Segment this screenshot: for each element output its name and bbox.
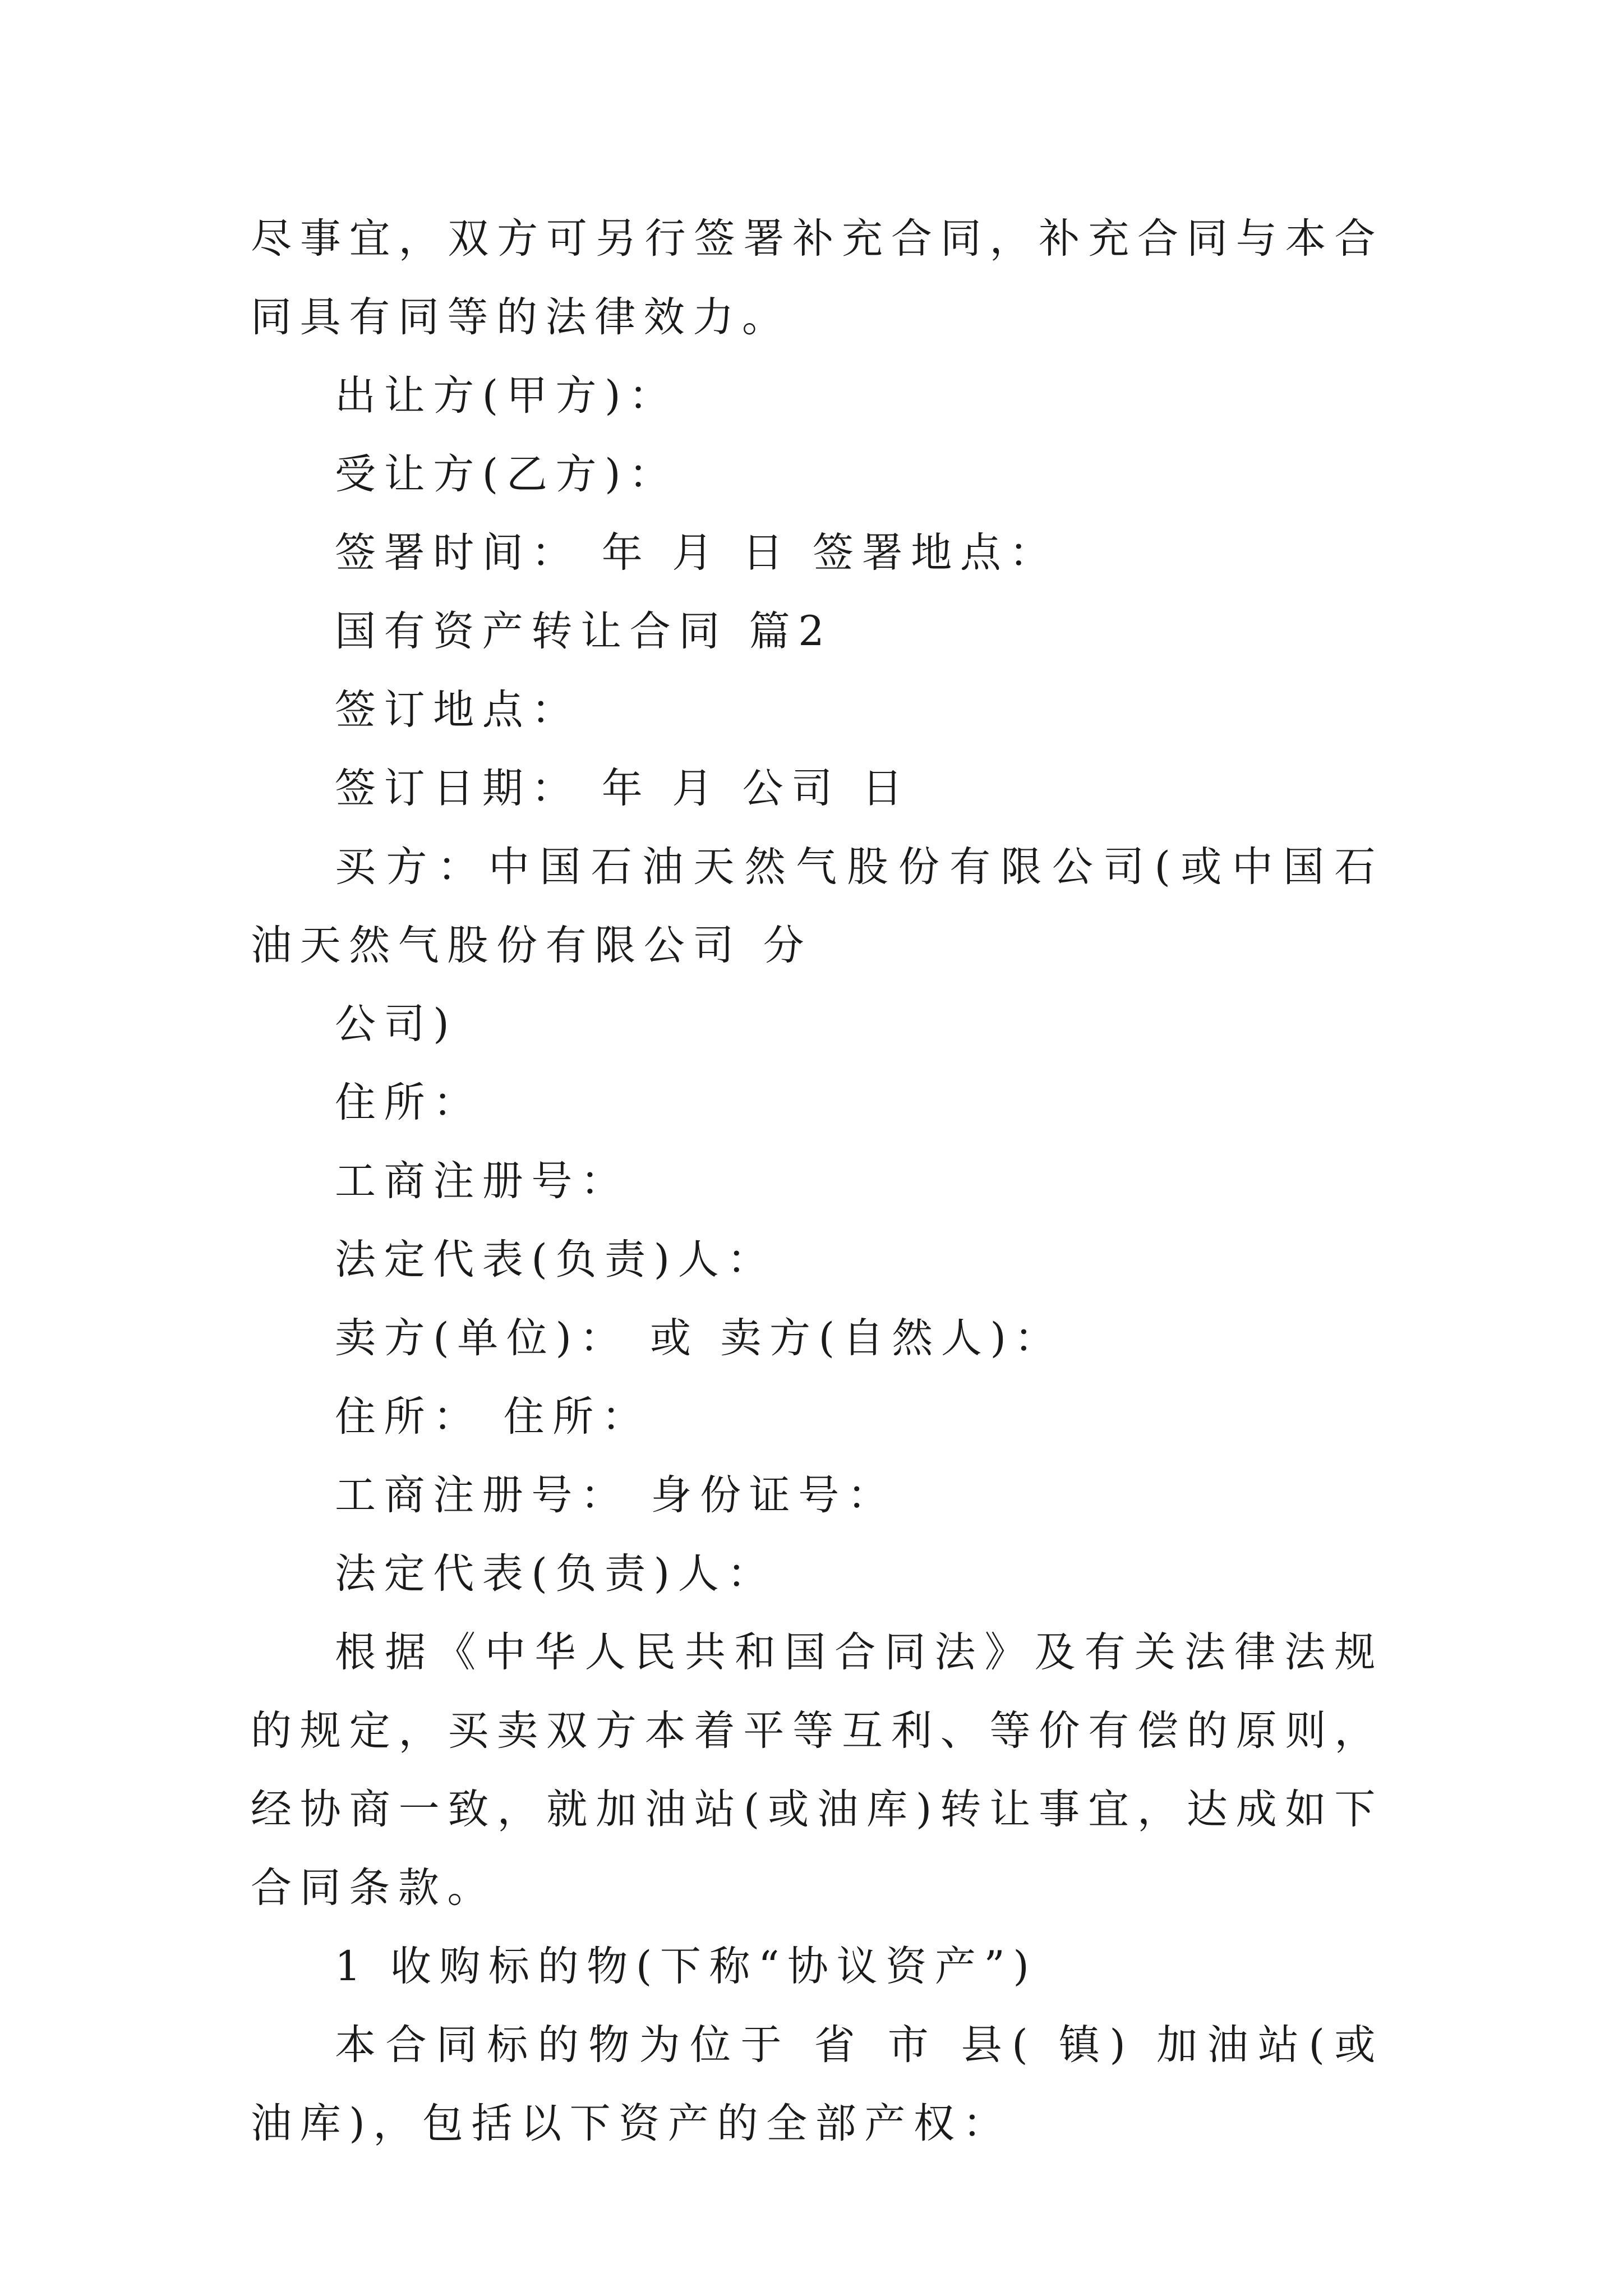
preamble-paragraph: 根据《中华人民共和国合同法》及有关法律法规的规定，买卖双方本着平等互利、等价有偿的原则，经协商一致，就加油站(或油库)转让事宜，达成如下合同条款。 [251, 1628, 1384, 1912]
buyer-registration-line: 工商注册号： [335, 1157, 630, 1205]
signing-date-line: 签订日期： 年 月 公司 日 [335, 765, 911, 812]
signing-time-line: 签署时间： 年 月 日 签署地点： [335, 529, 1059, 577]
buyer-representative-line: 法定代表(负责)人： [335, 1236, 776, 1283]
seller-line: 卖方(单位)： 或 卖方(自然人)： [335, 1314, 1064, 1362]
buyer-line: 买方：中国石油天然气股份有限公司(或中国石油天然气股份有限公司 分 [251, 843, 1384, 969]
transferee-line: 受让方(乙方)： [335, 450, 678, 498]
clause-heading: 1 收购标的物(下称“协议资产”) [335, 1943, 1038, 1990]
transferor-line: 出让方(甲方)： [335, 372, 678, 420]
signing-place-line: 签订地点： [335, 686, 580, 734]
paragraph-continuation: 尽事宜，双方可另行签署补充合同，补充合同与本合同具有同等的法律效力。 [251, 215, 1384, 341]
seller-address-line: 住所： 住所： [335, 1393, 651, 1441]
seller-representative-line: 法定代表(负责)人： [335, 1550, 776, 1598]
buyer-line-cont: 公司) [335, 1000, 458, 1048]
clause-body: 本合同标的物为位于 省 市 县( 镇) 加油站(或油库)，包括以下资产的全部产权： [251, 2021, 1384, 2147]
buyer-address-line: 住所： [335, 1079, 482, 1126]
section-title: 国有资产转让合同 篇2 [335, 608, 833, 655]
document-body [251, 200, 1384, 2163]
seller-registration-line: 工商注册号： 身份证号： [335, 1471, 897, 1519]
